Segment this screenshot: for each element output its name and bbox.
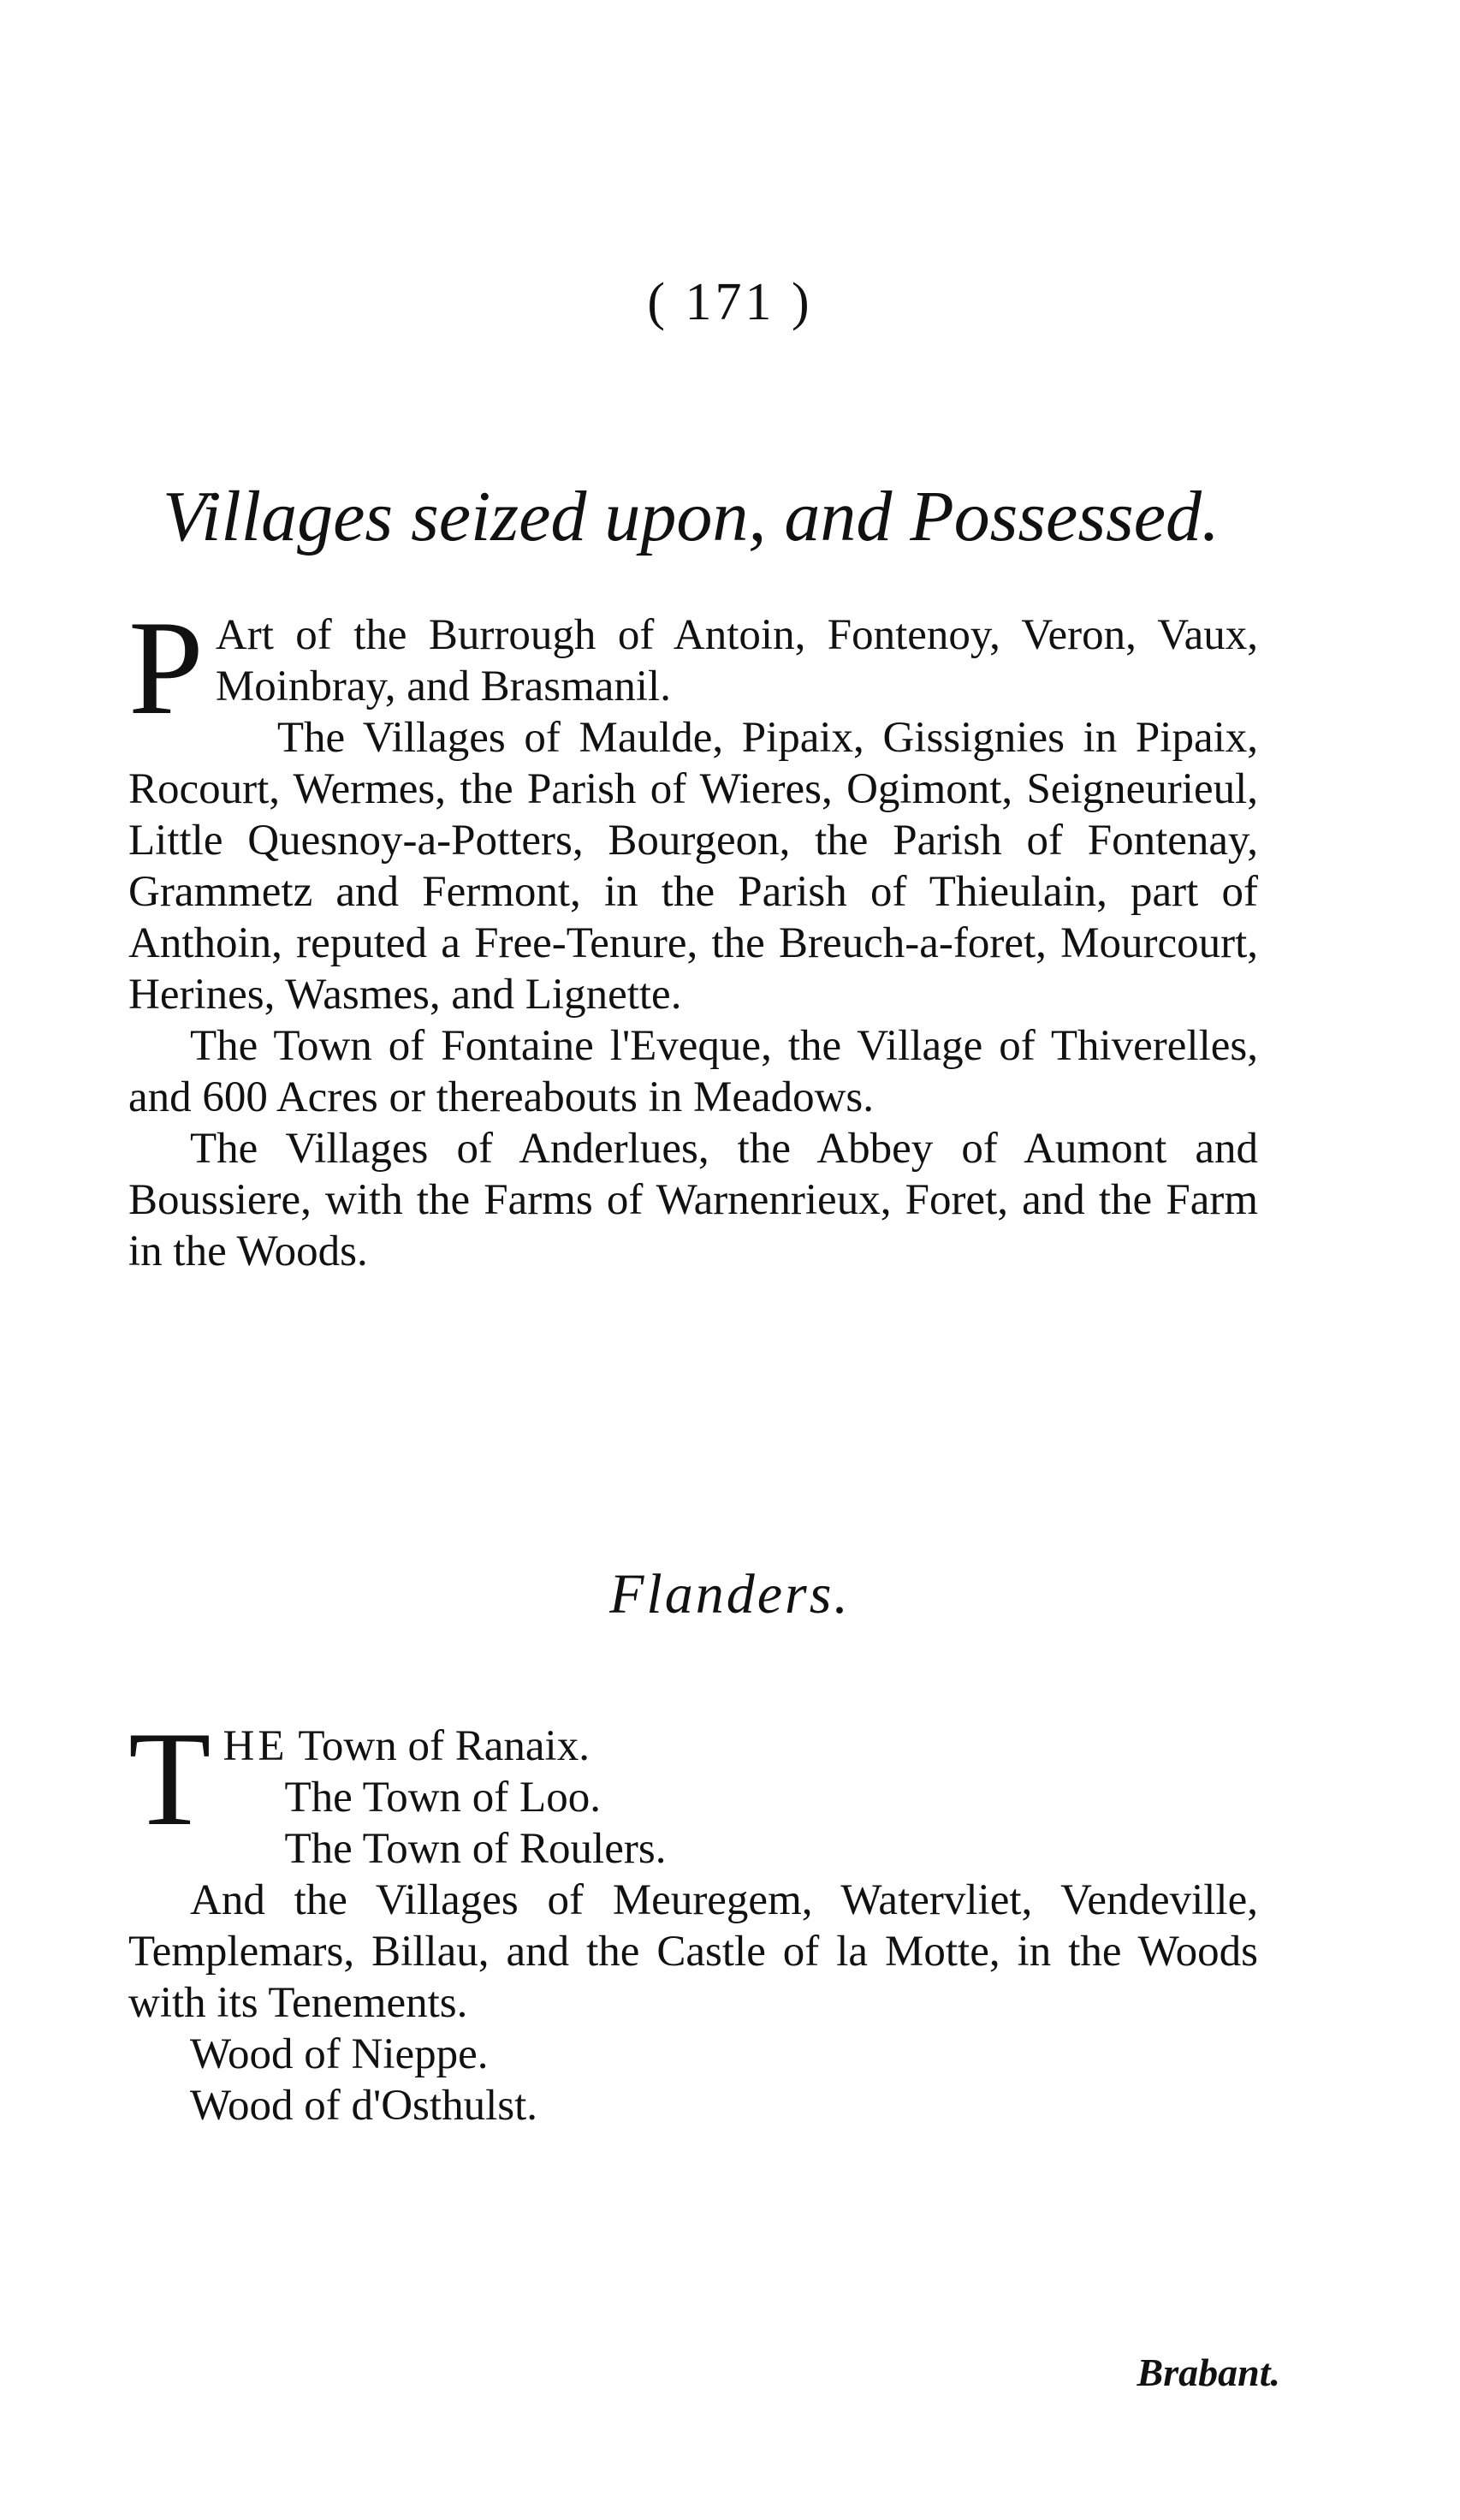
section-flanders bbox=[128, 1704, 1258, 2131]
section-heading-flanders: Flanders. bbox=[609, 1563, 851, 1626]
paragraph-fontaine: The Town of Fontaine l'Eveque, the Village of Thiverelles, and 600 Acres or thereabouts in Meadows. bbox=[128, 1022, 1258, 1121]
paragraph-roulers: The Town of Roulers. bbox=[284, 1825, 667, 1873]
paragraph-loo: The Town of Loo. bbox=[284, 1774, 601, 1822]
drop-cap: T bbox=[128, 1704, 211, 1854]
paragraph-text: Art of the Burrough of Antoin, Fontenoy, Veron, Vaux, Moinbray, and Brasmanil. bbox=[215, 611, 1258, 710]
section-villages bbox=[128, 593, 1258, 1277]
paragraph-osthulst: Wood of d'Osthulst. bbox=[190, 2082, 538, 2130]
drop-cap: P bbox=[128, 593, 204, 743]
paragraph-anderlues: The Villages of Anderlues, the Abbey of Aumont and Boussiere, with the Farms of Warnenrieux, Foret, and the Farm in the Woods. bbox=[128, 1125, 1258, 1275]
paragraph-burrough bbox=[128, 593, 1258, 743]
paragraph-meuregem: And the Villages of Meuregem, Watervliet, Vendeville, Templemars, Billau, and the Castle of la Motte, in the Woods with its Tenements. bbox=[128, 1876, 1258, 2027]
paragraph-nieppe: Wood of Nieppe. bbox=[190, 2030, 489, 2078]
paragraph-text: Town of Ranaix. bbox=[298, 1722, 590, 1770]
lead-word: HE bbox=[223, 1722, 288, 1770]
catchword: Brabant. bbox=[1137, 2351, 1280, 2394]
page-number: ( 171 ) bbox=[647, 273, 813, 331]
section-heading-villages: Villages seized upon, and Possessed. bbox=[163, 477, 1220, 556]
paragraph-villages-maulde: The Villages of Maulde, Pipaix, Gissignies in Pipaix, Rocourt, Wermes, the Parish of Wieres, Ogimont, Seigneurieul, Little Quesnoy-a-Potters, Bourgeon, the Parish of Fontenay, Grammetz and Fermont, in the Parish of Thieulain, part of Anthoin, reputed a Free-Tenure, the Breuch-a-foret, Mourcourt, Herines, Wasmes, and Lignette. bbox=[128, 714, 1258, 1019]
